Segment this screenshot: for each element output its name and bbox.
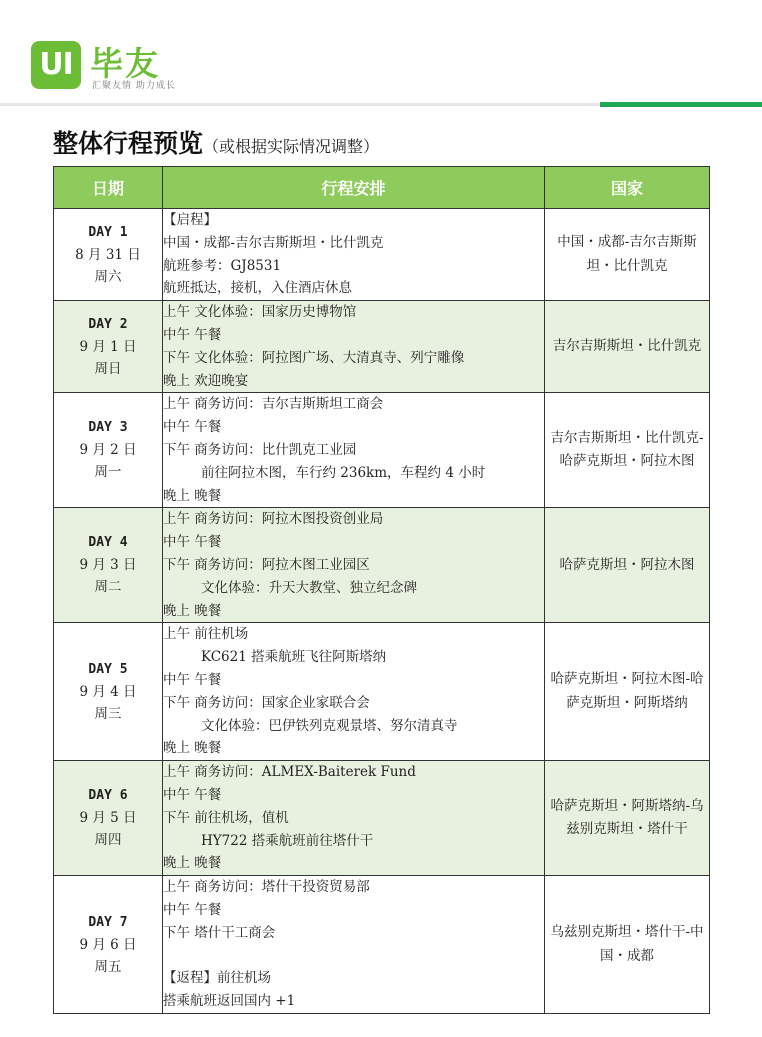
date-cell — [54, 393, 163, 508]
date-cell — [54, 623, 163, 761]
weekday-text: 周一 — [94, 464, 122, 481]
schedule-line: 下午 商务访问：国家企业家联合会 — [163, 694, 370, 711]
country-cell: 乌兹别克斯坦・塔什干-中国・成都 — [545, 876, 710, 1014]
schedule-line: 文化体验：升天大教堂、独立纪念碑 — [201, 579, 417, 596]
date-text: 9 月 5 日 — [79, 810, 137, 827]
day-label: DAY 4 — [88, 535, 128, 551]
weekday-text: 周四 — [94, 832, 122, 849]
weekday-text: 周六 — [94, 268, 122, 285]
schedule-line: 上午 商务访问：塔什干投资贸易部 — [163, 879, 370, 896]
schedule-line: 上午 文化体验：国家历史博物馆 — [163, 304, 357, 321]
schedule-line: 中午 午餐 — [163, 534, 222, 551]
schedule-line: 中午 午餐 — [163, 419, 222, 436]
schedule-line: 中午 午餐 — [163, 326, 222, 343]
day-label: DAY 3 — [88, 420, 128, 436]
date-cell — [54, 301, 163, 393]
schedule-line: 文化体验：巴伊铁列克观景塔、努尔清真寺 — [201, 717, 458, 734]
schedule-line: 【启程】 — [163, 212, 217, 228]
schedule-line: 晚上 晚餐 — [163, 740, 222, 757]
country-cell: 哈萨克斯坦・阿斯塔纳-乌兹别克斯坦・塔什干 — [545, 761, 710, 876]
table-row — [54, 761, 710, 876]
schedule-cell — [163, 209, 545, 301]
table-row — [54, 623, 710, 761]
table-row — [54, 393, 710, 508]
table-row — [54, 876, 710, 1014]
schedule-line: 上午 前往机场 — [163, 626, 249, 643]
header-divider-green — [600, 102, 762, 107]
schedule-line: 中国・成都-吉尔吉斯斯坦・比什凯克 — [163, 234, 384, 251]
date-cell — [54, 761, 163, 876]
schedule-line: 【返程】前往机场 — [163, 970, 271, 987]
schedule-cell — [163, 301, 545, 393]
schedule-line: 下午 前往机场，值机 — [163, 809, 289, 826]
date-text: 8 月 31 日 — [75, 246, 141, 263]
header-date: 日期 — [54, 167, 163, 209]
weekday-text: 周五 — [94, 958, 122, 975]
weekday-text: 周二 — [94, 579, 122, 596]
schedule-line: 晚上 晚餐 — [163, 602, 222, 619]
itinerary-table — [53, 166, 710, 1014]
day-label: DAY 6 — [88, 788, 128, 804]
table-row — [54, 301, 710, 393]
schedule-line: 下午 商务访问：比什凯克工业园 — [163, 441, 357, 458]
schedule-line: 搭乘航班返回国内 +1 — [163, 993, 296, 1010]
schedule-cell — [163, 623, 545, 761]
page-title-sub: （或根据实际情况调整） — [203, 137, 380, 156]
schedule-line: 晚上 欢迎晚宴 — [163, 372, 249, 389]
schedule-line: 航班参考：GJ8531 — [163, 257, 282, 274]
schedule-line — [163, 945, 544, 968]
date-cell — [54, 876, 163, 1014]
schedule-line: KC621 搭乘航班飞往阿斯塔纳 — [201, 649, 387, 666]
schedule-line: 中午 午餐 — [163, 786, 222, 803]
schedule-line: 晚上 晚餐 — [163, 487, 222, 504]
schedule-line: 下午 塔什干工商会 — [163, 924, 276, 941]
country-cell: 吉尔吉斯斯坦・比什凯克 — [545, 301, 710, 393]
country-cell: 吉尔吉斯斯坦・比什凯克-哈萨克斯坦・阿拉木图 — [545, 393, 710, 508]
schedule-line: HY722 搭乘航班前往塔什干 — [201, 832, 374, 849]
schedule-line: 航班抵达，接机，入住酒店休息 — [163, 280, 352, 297]
table-row — [54, 508, 710, 623]
weekday-text: 周日 — [94, 360, 122, 377]
schedule-cell — [163, 761, 545, 876]
page-title-main: 整体行程预览 — [53, 129, 204, 158]
day-label: DAY 2 — [88, 316, 128, 332]
schedule-line: 晚上 晚餐 — [163, 855, 222, 872]
schedule-cell — [163, 393, 545, 508]
date-text: 9 月 6 日 — [79, 936, 137, 953]
schedule-line: 上午 商务访问：阿拉木图投资创业局 — [163, 511, 384, 528]
date-text: 9 月 2 日 — [79, 442, 137, 459]
logo-name: 毕友 — [90, 44, 160, 83]
header-divider-gray — [0, 103, 600, 106]
day-label: DAY 5 — [88, 661, 128, 677]
date-cell — [54, 209, 163, 301]
country-cell: 哈萨克斯坦・阿拉木图-哈萨克斯坦・阿斯塔纳 — [545, 623, 710, 761]
schedule-cell — [163, 508, 545, 623]
schedule-line: 下午 文化体验：阿拉图广场、大清真寺、列宁雕像 — [163, 349, 465, 366]
schedule-line: 上午 商务访问：吉尔吉斯斯坦工商会 — [163, 396, 384, 413]
date-text: 9 月 1 日 — [79, 338, 137, 355]
weekday-text: 周三 — [94, 705, 122, 722]
country-cell: 哈萨克斯坦・阿拉木图 — [545, 508, 710, 623]
day-label: DAY 7 — [88, 914, 128, 930]
logo-badge: UI — [31, 41, 81, 89]
country-cell: 中国・成都-吉尔吉斯斯坦・比什凯克 — [545, 209, 710, 301]
header-country: 国家 — [545, 167, 710, 209]
date-cell — [54, 508, 163, 623]
logo-slogan: 汇聚友情 助力成长 — [92, 81, 176, 91]
page-title — [53, 124, 379, 160]
date-text: 9 月 4 日 — [79, 683, 137, 700]
schedule-cell — [163, 876, 545, 1014]
table-header-row — [54, 167, 710, 209]
date-text: 9 月 3 日 — [79, 557, 137, 574]
schedule-line: 下午 商务访问：阿拉木图工业园区 — [163, 556, 370, 573]
table-row — [54, 209, 710, 301]
header-schedule: 行程安排 — [163, 167, 545, 209]
schedule-line: 上午 商务访问：ALMEX-Baiterek Fund — [163, 764, 416, 781]
schedule-line: 前往阿拉木图，车行约 236km，车程约 4 小时 — [201, 464, 486, 481]
day-label: DAY 1 — [88, 224, 128, 240]
schedule-line: 中午 午餐 — [163, 901, 222, 918]
schedule-line: 中午 午餐 — [163, 671, 222, 688]
